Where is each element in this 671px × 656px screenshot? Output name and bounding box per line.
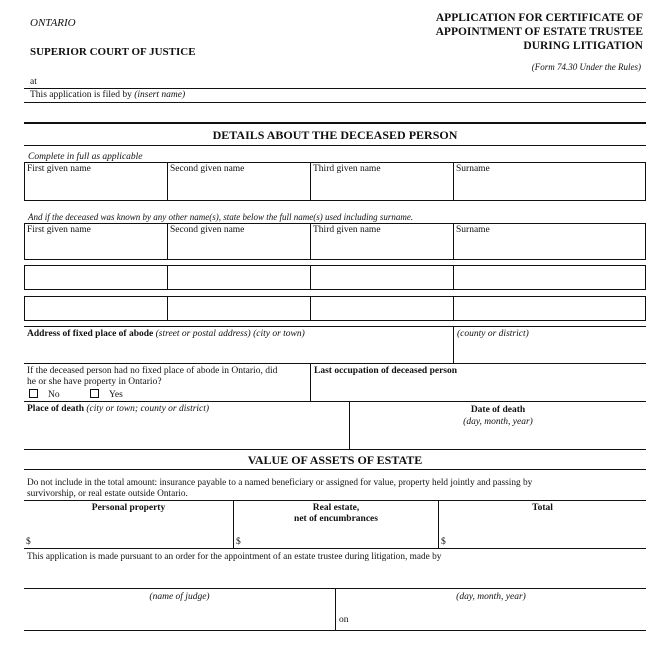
other-names-row[interactable]: [24, 265, 646, 290]
property-options: [29, 389, 123, 401]
judge-name-hint: (name of judge): [149, 592, 210, 602]
place-of-death-hint: (city or town; county or district): [86, 404, 210, 414]
form-title: [436, 11, 643, 53]
total-field[interactable]: [439, 501, 646, 548]
complete-note: Complete in full as applicable: [28, 152, 143, 162]
other-third-given-name-field[interactable]: [310, 223, 453, 260]
place-of-death-label-group: [27, 404, 209, 414]
surname-field[interactable]: [453, 162, 646, 201]
form-title-line3: DURING LITIGATION: [523, 40, 643, 52]
currency-sign: $: [441, 537, 446, 547]
no-abode-question: [27, 366, 277, 388]
personal-property-field[interactable]: [24, 501, 233, 548]
province-label: ONTARIO: [30, 17, 76, 29]
other-surname-field[interactable]: [453, 223, 646, 260]
death-bottom-line: [24, 449, 646, 450]
yes-option[interactable]: [90, 390, 123, 400]
col-divider: [167, 265, 168, 290]
currency-sign: $: [236, 537, 241, 547]
no-label: No: [48, 390, 60, 400]
no-checkbox[interactable]: [29, 389, 38, 398]
assets-table-bottom: [24, 548, 646, 549]
other-names-row[interactable]: [24, 296, 646, 321]
place-of-death-label: Place of death: [27, 404, 84, 414]
address-label-group: [27, 329, 305, 339]
total-label: Total: [532, 503, 553, 513]
form-bottom-line: [24, 630, 646, 631]
field-label: Surname: [456, 225, 490, 235]
yes-checkbox[interactable]: [90, 389, 99, 398]
order-made-by-field[interactable]: [24, 565, 646, 588]
other-second-given-name-field[interactable]: [167, 223, 310, 260]
address-label: Address of fixed place of abode: [27, 329, 154, 339]
third-given-name-field[interactable]: [310, 162, 453, 201]
last-occupation-field[interactable]: [311, 364, 646, 401]
last-occupation-label: Last occupation of deceased person: [314, 366, 458, 376]
date-of-death-hint: (day, month, year): [463, 417, 533, 427]
deceased-heading: DETAILS ABOUT THE DECEASED PERSON: [212, 128, 458, 142]
assets-heading: VALUE OF ASSETS OF ESTATE: [247, 453, 423, 467]
field-label: Third given name: [313, 164, 381, 174]
assets-heading-underline: [24, 469, 646, 470]
form-title-line1: APPLICATION FOR CERTIFICATE OF: [435, 12, 643, 24]
assets-note-line1: Do not include in the total amount: insurance payable to a named beneficiary or assigned for value, property held jointly and passing by: [27, 478, 533, 488]
personal-property-label: Personal property: [91, 503, 166, 513]
form-title-line2: APPOINTMENT OF ESTATE TRUSTEE: [435, 26, 643, 38]
at-line: [24, 88, 646, 89]
assets-note-line2: survivorship, or real estate outside Ontario.: [27, 489, 188, 499]
date-of-death-label: Date of death: [470, 405, 526, 415]
order-date-field[interactable]: [336, 589, 646, 630]
currency-sign: $: [26, 537, 31, 547]
field-label: Second given name: [170, 225, 245, 235]
no-abode-question-line1: If the deceased person had no fixed place of abode in Ontario, did: [27, 366, 278, 376]
judge-name-field[interactable]: [24, 589, 335, 630]
second-given-name-field[interactable]: [167, 162, 310, 201]
filed-by-label: This application is filed by: [30, 90, 132, 100]
field-label: First given name: [27, 164, 91, 174]
real-estate-field[interactable]: [234, 501, 438, 548]
other-names-note: And if the deceased was known by any other name(s), state below the full name(s) used including surname.: [28, 212, 414, 222]
filed-by-input[interactable]: [200, 90, 640, 102]
real-estate-label-line2: net of encumbrances: [294, 514, 378, 524]
heading-underline: [24, 145, 646, 146]
col-divider: [310, 265, 311, 290]
section-rule: [24, 122, 646, 124]
col-divider: [453, 265, 454, 290]
date-of-death-field[interactable]: [350, 402, 646, 449]
county-field[interactable]: [454, 327, 646, 363]
place-of-death-field[interactable]: [24, 402, 349, 449]
field-label: Second given name: [170, 164, 245, 174]
court-name: SUPERIOR COURT OF JUSTICE: [30, 46, 196, 58]
real-estate-label-line1: Real estate,: [312, 503, 360, 513]
field-label: Third given name: [313, 225, 381, 235]
no-abode-question-line2: he or she have property in Ontario?: [27, 377, 162, 387]
col-divider: [453, 296, 454, 321]
other-first-given-name-field[interactable]: [24, 223, 167, 260]
county-hint: (county or district): [457, 329, 529, 339]
form-reference: (Form 74.30 Under the Rules): [531, 62, 641, 72]
filed-by-row: [30, 90, 185, 101]
assets-note: [27, 478, 645, 500]
at-label: at: [30, 77, 37, 87]
address-hint: (street or postal address) (city or town): [155, 329, 305, 339]
col-divider: [310, 296, 311, 321]
no-option[interactable]: [29, 390, 60, 400]
filed-by-line: [24, 102, 646, 103]
field-label: Surname: [456, 164, 490, 174]
address-field[interactable]: [24, 327, 453, 363]
yes-label: Yes: [109, 390, 123, 400]
col-divider: [167, 296, 168, 321]
first-given-name-field[interactable]: [24, 162, 167, 201]
filed-by-hint: (insert name): [134, 90, 186, 100]
on-label: on: [339, 615, 349, 625]
order-date-hint: (day, month, year): [456, 592, 526, 602]
order-statement: This application is made pursuant to an order for the appointment of an estate trustee during litigation, made by: [27, 552, 442, 562]
field-label: First given name: [27, 225, 91, 235]
